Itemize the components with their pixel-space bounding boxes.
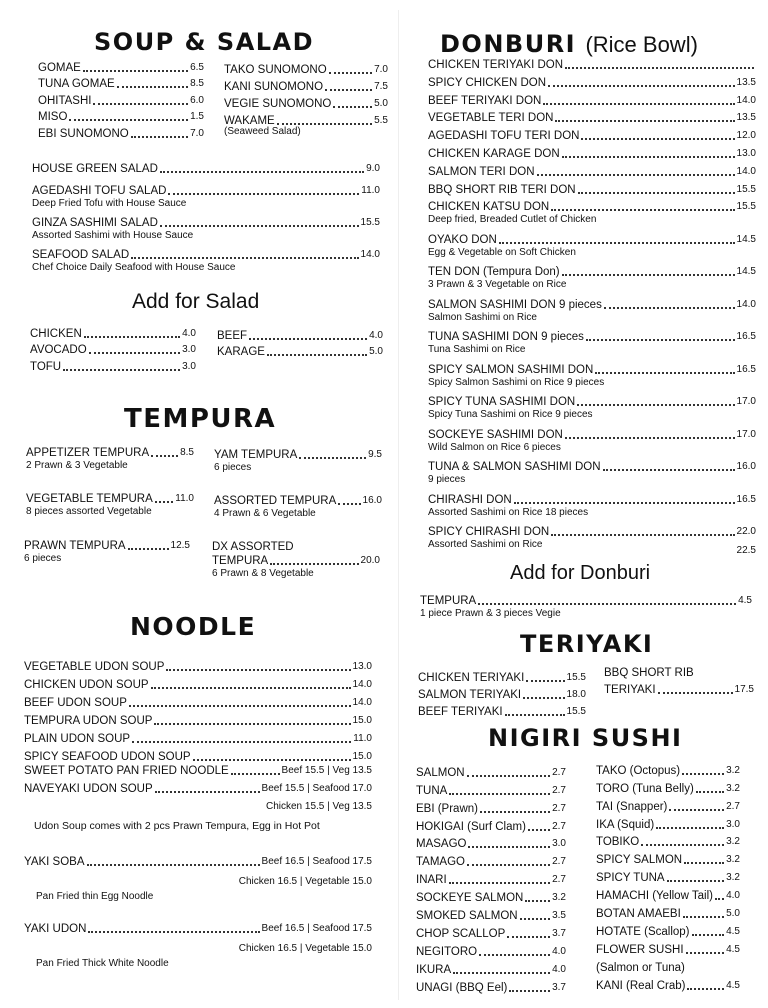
item-price: 6.5 xyxy=(190,61,204,73)
item-name: CHICKEN xyxy=(30,327,82,340)
item-name: BEEF UDON SOUP xyxy=(24,697,127,709)
item-price: 5.0 xyxy=(369,346,383,357)
item-price: 15.0 xyxy=(352,751,372,762)
item-name: MASAGO xyxy=(416,838,467,851)
yaki-udon: YAKI UDON Beef 16.5 | Seafood 17.5 Chicken 16.5 | Vegetable 15.0 Pan Fried Thick White Noodle xyxy=(24,923,372,969)
menu-item xyxy=(30,324,196,341)
menu-item xyxy=(596,885,740,903)
tempura-item: YAM TEMPURA 9.5 6 pieces xyxy=(214,449,382,473)
donburi-item xyxy=(428,94,756,112)
item-name: EBI SUNOMONO xyxy=(38,127,129,140)
menu-item xyxy=(416,887,566,905)
menu-item xyxy=(418,702,586,719)
donburi-item xyxy=(428,395,756,428)
item-price: 1.5 xyxy=(190,111,204,122)
item-name: SOCKEYE SASHIMI DON xyxy=(428,428,563,441)
menu-item xyxy=(38,58,204,75)
item-name: TAKO (Octopus) xyxy=(596,764,681,777)
tempura-item: VEGETABLE TEMPURA 11.0 8 pieces assorted Vegetable xyxy=(26,493,194,517)
bbq-short-rib-teriyaki: BBQ SHORT RIB TERIYAKI 17.5 xyxy=(604,667,754,696)
item-price: 3.2 xyxy=(726,854,740,866)
item-price: 3.2 xyxy=(726,764,740,776)
item-name: SPICY SALMON SASHIMI DON xyxy=(428,363,594,376)
item-name: PLAIN UDON SOUP xyxy=(24,733,131,745)
menu-item xyxy=(416,977,566,995)
item-name: TAI (Snapper) xyxy=(596,800,668,813)
menu-item xyxy=(24,728,372,746)
item-desc: Chef Choice Daily Seafood with House Sauce xyxy=(32,262,236,273)
item-price: 2.7 xyxy=(552,874,566,886)
item-name: TAMAGO xyxy=(416,856,465,869)
donburi-item xyxy=(428,493,756,526)
donburi-item xyxy=(428,460,756,493)
item-price: 2.7 xyxy=(552,784,566,796)
nabeyaki-udon: NAVEYAKI UDON SOUP Beef 15.5 | Seafood 17.0 Chicken 15.5 | Veg 13.5 xyxy=(24,783,372,812)
item-name: BEEF TERIYAKI DON xyxy=(428,94,542,107)
donburi-item xyxy=(428,265,756,298)
item-name: KANI SUNOMONO xyxy=(224,81,324,93)
menu-item xyxy=(596,778,740,796)
item-price: 2.7 xyxy=(552,856,566,868)
item-name: INARI xyxy=(416,874,447,887)
item-name: VEGETABLE TERI DON xyxy=(428,112,554,125)
item-name: HOUSE GREEN SALAD xyxy=(32,163,158,175)
soup-salad-list-2 xyxy=(224,60,388,128)
item-price: 15.5 xyxy=(736,201,756,213)
item-name: CHOP SCALLOP xyxy=(416,927,506,940)
menu-item xyxy=(24,710,372,728)
salad-item xyxy=(32,162,380,184)
item-desc: Salmon Sashimi on Rice xyxy=(428,311,537,323)
wakame-note: (Seaweed Salad) xyxy=(224,126,301,137)
tempura-title: TEMPURA xyxy=(124,404,277,434)
item-name: SMOKED SALMON xyxy=(416,910,518,923)
item-name: FLOWER SUSHI xyxy=(596,943,684,956)
item-price: 3.5 xyxy=(552,910,566,922)
item-price: 2.7 xyxy=(552,820,566,832)
menu-item xyxy=(224,60,388,77)
item-desc: Deep fried, Breaded Cutlet of Chicken xyxy=(428,214,597,226)
menu-item xyxy=(24,746,372,764)
menu-item xyxy=(38,108,204,125)
item-price: 16.5 xyxy=(736,363,756,375)
tempura-item: APPETIZER TEMPURA 8.5 2 Prawn & 3 Vegetable xyxy=(26,447,194,471)
noodle-list xyxy=(24,656,372,764)
menu-item xyxy=(32,216,380,230)
item-price: 13.0 xyxy=(352,661,372,672)
menu-item xyxy=(38,124,204,141)
item-price: 15.5 xyxy=(736,183,756,195)
item-name: MISO xyxy=(38,111,68,123)
item-price: 14.0 xyxy=(736,298,756,310)
item-price: 14.0 xyxy=(352,679,372,690)
item-price: 3.2 xyxy=(726,782,740,794)
menu-item xyxy=(24,674,372,692)
item-price: 3.7 xyxy=(552,927,566,939)
item-name: OHITASHI xyxy=(38,94,92,107)
donburi-item xyxy=(428,428,756,461)
tempura-item: PRAWN TEMPURA 12.5 6 pieces xyxy=(24,540,190,564)
salad-item xyxy=(32,248,380,280)
item-name: AGEDASHI TOFU TERI DON xyxy=(428,130,580,143)
item-name: TUNA SASHIMI DON 9 pieces xyxy=(428,331,584,344)
item-desc: Tuna Sashimi on Rice xyxy=(428,344,526,356)
item-name: BBQ SHORT RIB TERI DON xyxy=(428,183,576,196)
menu-item xyxy=(38,75,204,92)
item-name: TORO (Tuna Belly) xyxy=(596,782,694,795)
item-name: WAKAME xyxy=(224,115,275,127)
item-price: 16.0 xyxy=(736,461,756,473)
item-name: IKA (Squid) xyxy=(596,818,655,831)
menu-item xyxy=(596,939,740,957)
menu-item xyxy=(596,849,740,867)
menu-item xyxy=(32,248,380,262)
item-price: 3.0 xyxy=(726,818,740,830)
donburi-item xyxy=(428,363,756,396)
donburi-item xyxy=(428,111,756,129)
item-price: 14.0 xyxy=(736,94,756,106)
menu-item xyxy=(416,798,566,816)
salad-item xyxy=(32,216,380,248)
item-price: 4.5 xyxy=(726,943,740,955)
item-price: 3.0 xyxy=(182,360,196,372)
item-name: SEAFOOD SALAD xyxy=(32,249,130,261)
item-price: 5.0 xyxy=(374,98,388,109)
item-name: TOFU xyxy=(30,360,62,373)
item-price: 22.5 xyxy=(736,544,756,556)
item-name: SALMON xyxy=(416,766,465,779)
item-desc: Spicy Salmon Sashimi on Rice 9 pieces xyxy=(428,376,605,388)
item-price: 2.7 xyxy=(726,800,740,812)
item-price: 16.5 xyxy=(736,493,756,505)
item-price: 13.5 xyxy=(736,76,756,88)
menu-item xyxy=(416,851,566,869)
item-name: CHICKEN TERIYAKI xyxy=(418,672,525,684)
menu-item xyxy=(224,77,388,94)
menu-item xyxy=(224,94,388,111)
item-price: 5.5 xyxy=(374,115,388,126)
item-price: 12.0 xyxy=(736,130,756,142)
nigiri-list-1 xyxy=(416,762,566,995)
item-desc: 9 pieces xyxy=(428,474,466,486)
item-price: 6.0 xyxy=(190,94,204,106)
item-name: TUNA & SALMON SASHIMI DON xyxy=(428,461,601,474)
menu-item xyxy=(217,343,383,360)
item-price: 8.5 xyxy=(190,78,204,89)
item-name: HOTATE (Scallop) xyxy=(596,925,690,938)
item-name: BEEF xyxy=(217,329,248,342)
donburi-item xyxy=(428,76,756,94)
donburi-item xyxy=(428,58,756,76)
salad-item xyxy=(32,184,380,216)
item-name: SPICY CHICKEN DON xyxy=(428,76,547,89)
item-name: SALMON TERI DON xyxy=(428,165,535,178)
menu-item xyxy=(416,941,566,959)
donburi-item xyxy=(428,165,756,183)
item-name: IKURA xyxy=(416,963,452,976)
item-name: SPICY SEAFOOD UDON SOUP xyxy=(24,751,191,763)
item-desc: Spicy Tuna Sashimi on Rice 9 pieces xyxy=(428,409,593,421)
teriyaki-title: TERIYAKI xyxy=(520,630,654,658)
add-donburi-tempura: TEMPURA 4.5 1 piece Prawn & 3 pieces Vegie xyxy=(420,595,752,619)
menu-item xyxy=(596,796,740,814)
item-price: 7.0 xyxy=(374,64,388,75)
item-price: 4.5 xyxy=(726,925,740,937)
udon-note: Udon Soup comes with 2 pcs Prawn Tempura, Egg in Hot Pot xyxy=(34,820,320,832)
item-price: 18.0 xyxy=(566,689,586,700)
menu-item xyxy=(418,668,586,685)
menu-item xyxy=(30,341,196,358)
item-price: 14.0 xyxy=(352,697,372,708)
menu-item xyxy=(416,834,566,852)
item-price: 3.0 xyxy=(552,838,566,850)
item-price: 7.5 xyxy=(374,81,388,92)
item-name: SPICY TUNA xyxy=(596,872,665,885)
item-desc: Assorted Sashimi on Rice 18 pieces xyxy=(428,506,589,518)
item-name: CHICKEN KARAGE DON xyxy=(428,147,560,160)
item-desc: Deep Fried Tofu with House Sauce xyxy=(32,198,187,209)
item-name: SPICY TUNA SASHIMI DON xyxy=(428,396,576,409)
menu-item xyxy=(416,816,566,834)
item-price: 11.0 xyxy=(353,733,372,744)
item-desc: 3 Prawn & 3 Vegetable on Rice xyxy=(428,279,567,291)
item-price: 4.0 xyxy=(726,890,740,902)
item-price: 13.0 xyxy=(736,147,756,159)
item-name: UNAGI (BBQ Eel) xyxy=(416,981,508,994)
item-name: HOKIGAI (Surf Clam) xyxy=(416,820,526,833)
menu-item xyxy=(217,326,383,343)
item-name: GOMAE xyxy=(38,61,81,74)
donburi-item xyxy=(428,330,756,363)
item-name: KARAGE xyxy=(217,346,265,358)
item-desc: Assorted Sashimi on Rice xyxy=(428,539,543,551)
salad-list xyxy=(32,162,380,280)
add-salad-list-1 xyxy=(30,324,196,374)
item-name: GINZA SASHIMI SALAD xyxy=(32,217,158,229)
item-name: TUNA xyxy=(416,784,448,797)
soup-salad-title: SOUP & SALAD xyxy=(94,28,315,56)
item-name: EBI (Prawn) xyxy=(416,802,478,815)
item-name: SALMON TERIYAKI xyxy=(418,689,522,701)
menu-item xyxy=(32,162,380,176)
donburi-item xyxy=(428,200,756,233)
item-price: 3.2 xyxy=(552,892,566,904)
item-desc: Wild Salmon on Rice 6 pieces xyxy=(428,441,561,453)
item-price: 2.7 xyxy=(552,766,566,778)
menu-item xyxy=(416,959,566,977)
yaki-soba: YAKI SOBA Beef 16.5 | Seafood 17.5 Chicken 16.5 | Vegetable 15.0 Pan Fried thin Egg Noodle xyxy=(24,856,372,902)
item-price: 14.5 xyxy=(736,266,756,278)
item-price: 2.7 xyxy=(552,802,566,814)
item-desc: Egg & Vegetable on Soft Chicken xyxy=(428,246,576,258)
menu-item xyxy=(24,656,372,674)
item-name: SPICY SALMON xyxy=(596,854,683,867)
item-price: 3.0 xyxy=(182,344,196,355)
menu-item xyxy=(416,923,566,941)
item-name: TUNA GOMAE xyxy=(38,78,115,90)
item-name: SALMON SASHIMI DON 9 pieces xyxy=(428,298,602,311)
menu-item xyxy=(416,869,566,887)
item-name: CHICKEN KATSU DON xyxy=(428,201,550,214)
menu-item xyxy=(32,184,380,198)
item-price: 4.5 xyxy=(726,979,740,991)
donburi-title: DONBURI (Rice Bowl) xyxy=(440,30,698,58)
donburi-item xyxy=(428,233,756,266)
item-name: TOBIKO xyxy=(596,836,640,849)
menu-item xyxy=(596,760,740,778)
item-price: 22.0 xyxy=(736,526,756,538)
item-price: 13.5 xyxy=(736,112,756,124)
item-name: VEGIE SUNOMONO xyxy=(224,98,332,110)
donburi-list xyxy=(428,58,756,558)
item-price: 15.5 xyxy=(566,706,586,717)
item-name: NEGITORO xyxy=(416,945,478,958)
item-name: SOCKEYE SALMON xyxy=(416,892,524,905)
menu-item xyxy=(416,762,566,780)
teriyaki-list xyxy=(418,668,586,719)
add-salad-list-2 xyxy=(217,326,383,359)
menu-item xyxy=(596,832,740,850)
item-name: OYAKO DON xyxy=(428,233,497,246)
menu-item xyxy=(416,780,566,798)
item-price: 4.0 xyxy=(552,945,566,957)
nigiri-list-2 xyxy=(596,760,740,993)
item-price: 17.0 xyxy=(736,428,756,440)
item-name: BOTAN AMAEBI xyxy=(596,908,681,921)
menu-item xyxy=(416,905,566,923)
donburi-item xyxy=(428,298,756,331)
menu-item xyxy=(596,921,740,939)
donburi-item xyxy=(428,147,756,165)
item-name: CHICKEN UDON SOUP xyxy=(24,679,149,691)
item-name: TEN DON (Tempura Don) xyxy=(428,266,560,279)
item-name: CHIRASHI DON xyxy=(428,493,512,506)
column-divider xyxy=(398,10,399,1000)
item-price: 4.0 xyxy=(369,329,383,341)
item-price: 4.0 xyxy=(552,963,566,975)
item-price: 14.5 xyxy=(736,233,756,245)
sweet-potato-noodle: SWEET POTATO PAN FRIED NOODLE Beef 15.5 | Veg 13.5 xyxy=(24,765,372,777)
item-name: BEEF TERIYAKI xyxy=(418,706,503,718)
menu-item xyxy=(418,685,586,702)
donburi-item xyxy=(428,183,756,201)
item-price: 15.0 xyxy=(352,715,372,726)
item-name: AVOCADO xyxy=(30,344,87,356)
noodle-title: NOODLE xyxy=(130,612,257,641)
tempura-item: ASSORTED TEMPURA 16.0 4 Prawn & 6 Vegetable xyxy=(214,495,382,519)
menu-item xyxy=(30,357,196,374)
menu-item xyxy=(596,975,740,993)
item-price: 17.0 xyxy=(736,396,756,408)
item-name: KANI (Real Crab) xyxy=(596,979,686,992)
add-salad-title: Add for Salad xyxy=(132,290,260,313)
menu-item xyxy=(596,814,740,832)
item-price: 16.5 xyxy=(736,331,756,343)
item-price: 11.0 xyxy=(361,185,380,196)
item-price: 15.5 xyxy=(566,672,586,683)
menu-item xyxy=(24,692,372,710)
item-name: AGEDASHI TOFU SALAD xyxy=(32,185,167,197)
donburi-item xyxy=(428,129,756,147)
menu-item xyxy=(596,957,740,975)
add-donburi-title: Add for Donburi xyxy=(510,562,651,584)
item-price: 3.2 xyxy=(726,836,740,848)
item-price: 4.0 xyxy=(182,327,196,339)
item-price: 5.0 xyxy=(726,908,740,920)
item-price: 14.0 xyxy=(736,165,756,177)
item-price: 3.2 xyxy=(726,872,740,884)
item-name: VEGETABLE UDON SOUP xyxy=(24,661,165,673)
item-name: SPICY CHIRASHI DON xyxy=(428,526,550,539)
menu-item xyxy=(596,867,740,885)
item-desc: Assorted Sashimi with House Sauce xyxy=(32,230,194,241)
item-price: 7.0 xyxy=(190,127,204,139)
menu-item xyxy=(38,91,204,108)
item-name: TEMPURA UDON SOUP xyxy=(24,715,153,727)
tempura-item: DX ASSORTED TEMPURA 20.0 6 Prawn & 8 Vegetable xyxy=(212,541,380,579)
menu-item xyxy=(596,903,740,921)
item-price: 3.7 xyxy=(552,981,566,993)
item-price: 15.5 xyxy=(360,217,380,228)
item-name: TAKO SUNOMONO xyxy=(224,64,327,76)
item-name: HAMACHI (Yellow Tail) xyxy=(596,890,713,903)
soup-salad-list-1 xyxy=(38,58,204,141)
item-price: 9.0 xyxy=(366,163,380,174)
item-name: (Salmon or Tuna) xyxy=(596,961,685,974)
item-price: 14.0 xyxy=(360,249,380,260)
nigiri-title: NIGIRI SUSHI xyxy=(488,724,683,752)
item-name: CHICKEN TERIYAKI DON xyxy=(428,59,564,71)
